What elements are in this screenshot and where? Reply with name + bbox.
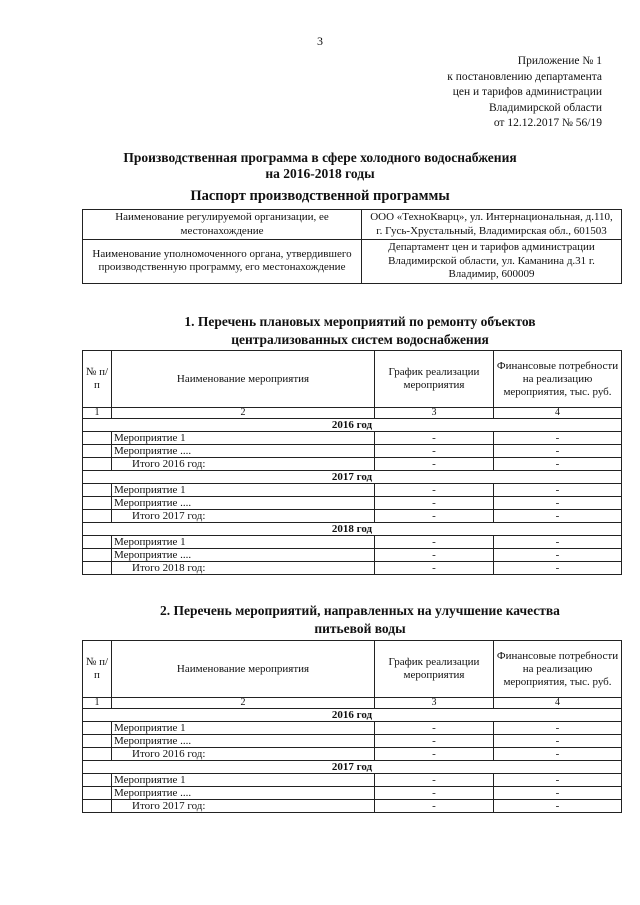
- title-line: Производственная программа в сфере холодного водоснабжения: [123, 150, 517, 165]
- activity-name: Мероприятие ....: [112, 549, 375, 562]
- year-heading: 2018 год: [83, 523, 622, 536]
- table-row: [83, 562, 622, 575]
- header-name: Наименование мероприятия: [112, 351, 375, 408]
- table-row: [83, 800, 622, 813]
- table-row: [83, 709, 622, 722]
- column-number: 1: [83, 698, 112, 709]
- finance-value: -: [494, 549, 622, 562]
- table-row: [83, 735, 622, 748]
- finance-value: -: [494, 510, 622, 523]
- finance-value: -: [494, 562, 622, 575]
- year-heading: 2016 год: [83, 419, 622, 432]
- table-row: [83, 510, 622, 523]
- row-number: [83, 800, 112, 813]
- table-row: [83, 722, 622, 735]
- column-number: 4: [494, 408, 622, 419]
- heading-line: питьевой воды: [314, 621, 406, 636]
- header-schedule: График реализации мероприятия: [375, 641, 494, 698]
- finance-value: -: [494, 774, 622, 787]
- schedule-value: -: [375, 510, 494, 523]
- row-number: [83, 510, 112, 523]
- row-number: [83, 497, 112, 510]
- passport-value: Департамент цен и тарифов администрации Владимирской области, ул. Каманина д.31 г. Владимир, 600009: [362, 240, 622, 284]
- passport-label: Наименование регулируемой организации, ее местонахождение: [83, 210, 362, 240]
- table-row: [83, 471, 622, 484]
- finance-value: -: [494, 458, 622, 471]
- year-heading: 2017 год: [83, 471, 622, 484]
- page-number: 3: [317, 34, 323, 48]
- table-row: [83, 432, 622, 445]
- schedule-value: -: [375, 458, 494, 471]
- row-number: [83, 774, 112, 787]
- row-number: [83, 549, 112, 562]
- activity-name: Мероприятие 1: [112, 536, 375, 549]
- row-number: [83, 562, 112, 575]
- document-title: [0, 150, 640, 182]
- finance-value: -: [494, 722, 622, 735]
- header-finance: Финансовые потребности на реализацию мероприятия, тыс. руб.: [494, 641, 622, 698]
- schedule-value: -: [375, 735, 494, 748]
- finance-value: -: [494, 800, 622, 813]
- table-row: [83, 748, 622, 761]
- passport-heading: Паспорт производственной программы: [190, 188, 450, 204]
- table-row: [83, 549, 622, 562]
- total-label: Итого 2018 год:: [112, 562, 375, 575]
- total-label: Итого 2016 год:: [112, 748, 375, 761]
- row-number: [83, 735, 112, 748]
- header-num: № п/п: [83, 351, 112, 408]
- activity-name: Мероприятие 1: [112, 774, 375, 787]
- column-number: 4: [494, 698, 622, 709]
- activity-name: Мероприятие ....: [112, 445, 375, 458]
- year-heading: 2017 год: [83, 761, 622, 774]
- activity-name: Мероприятие 1: [112, 484, 375, 497]
- appendix-line: Приложение № 1: [517, 55, 602, 67]
- column-number: 3: [375, 408, 494, 419]
- column-number: 2: [112, 698, 375, 709]
- appendix-line: Владимирской области: [488, 101, 602, 114]
- table-row: [83, 774, 622, 787]
- schedule-value: -: [375, 562, 494, 575]
- table-row: [83, 536, 622, 549]
- column-number: 3: [375, 698, 494, 709]
- section1-table: [82, 350, 622, 575]
- heading-line: централизованных систем водоснабжения: [231, 332, 489, 347]
- section1-heading: [80, 313, 640, 349]
- row-number: [83, 484, 112, 497]
- heading-line: 2. Перечень мероприятий, направленных на улучшение качества: [160, 603, 560, 618]
- schedule-value: -: [375, 432, 494, 445]
- table-row: [83, 210, 622, 240]
- finance-value: -: [494, 484, 622, 497]
- table-row: [83, 787, 622, 800]
- appendix-block: [447, 54, 602, 132]
- header-name: Наименование мероприятия: [112, 641, 375, 698]
- column-number: 1: [83, 408, 112, 419]
- passport-label: Наименование уполномоченного органа, утвердившего производственную программу, его местонахождение: [83, 240, 362, 284]
- section2-heading: [80, 602, 640, 638]
- passport-value: ООО «ТехноКварц», ул. Интернациональная, д.110, г. Гусь-Хрустальный, Владимирская обл., 601503: [362, 210, 622, 240]
- row-number: [83, 748, 112, 761]
- finance-value: -: [494, 787, 622, 800]
- row-number: [83, 432, 112, 445]
- appendix-line: цен и тарифов администрации: [452, 86, 602, 98]
- activity-name: Мероприятие ....: [112, 497, 375, 510]
- row-number: [83, 536, 112, 549]
- header-finance: Финансовые потребности на реализацию мероприятия, тыс. руб.: [494, 351, 622, 408]
- table-row: [83, 484, 622, 497]
- schedule-value: -: [375, 549, 494, 562]
- finance-value: -: [494, 536, 622, 549]
- table-row: [83, 497, 622, 510]
- activity-name: Мероприятие 1: [112, 722, 375, 735]
- heading-line: 1. Перечень плановых мероприятий по ремонту объектов: [184, 314, 536, 329]
- row-number: [83, 458, 112, 471]
- table-row: [83, 351, 622, 408]
- table-row: [83, 445, 622, 458]
- finance-value: -: [494, 735, 622, 748]
- finance-value: -: [494, 445, 622, 458]
- appendix-line: к постановлению департамента: [447, 70, 602, 83]
- section2-table: [82, 640, 622, 813]
- schedule-value: -: [375, 748, 494, 761]
- column-number: 2: [112, 408, 375, 419]
- table-row: [83, 761, 622, 774]
- table-row: [83, 523, 622, 536]
- activity-name: Мероприятие ....: [112, 787, 375, 800]
- row-number: [83, 787, 112, 800]
- total-label: Итого 2017 год:: [112, 510, 375, 523]
- table-row: [83, 408, 622, 419]
- passport-table: [82, 209, 622, 284]
- schedule-value: -: [375, 484, 494, 497]
- header-num: № п/п: [83, 641, 112, 698]
- finance-value: -: [494, 497, 622, 510]
- schedule-value: -: [375, 774, 494, 787]
- table-row: [83, 419, 622, 432]
- activity-name: Мероприятие 1: [112, 432, 375, 445]
- schedule-value: -: [375, 722, 494, 735]
- row-number: [83, 722, 112, 735]
- header-schedule: График реализации мероприятия: [375, 351, 494, 408]
- schedule-value: -: [375, 497, 494, 510]
- table-row: [83, 698, 622, 709]
- table-row: [83, 240, 622, 284]
- year-heading: 2016 год: [83, 709, 622, 722]
- row-number: [83, 445, 112, 458]
- finance-value: -: [494, 748, 622, 761]
- total-label: Итого 2016 год:: [112, 458, 375, 471]
- schedule-value: -: [375, 800, 494, 813]
- schedule-value: -: [375, 787, 494, 800]
- table-row: [83, 458, 622, 471]
- appendix-line: от 12.12.2017 № 56/19: [493, 117, 602, 129]
- title-line: на 2016-2018 годы: [265, 166, 375, 181]
- finance-value: -: [494, 432, 622, 445]
- table-row: [83, 641, 622, 698]
- schedule-value: -: [375, 445, 494, 458]
- total-label: Итого 2017 год:: [112, 800, 375, 813]
- schedule-value: -: [375, 536, 494, 549]
- activity-name: Мероприятие ....: [112, 735, 375, 748]
